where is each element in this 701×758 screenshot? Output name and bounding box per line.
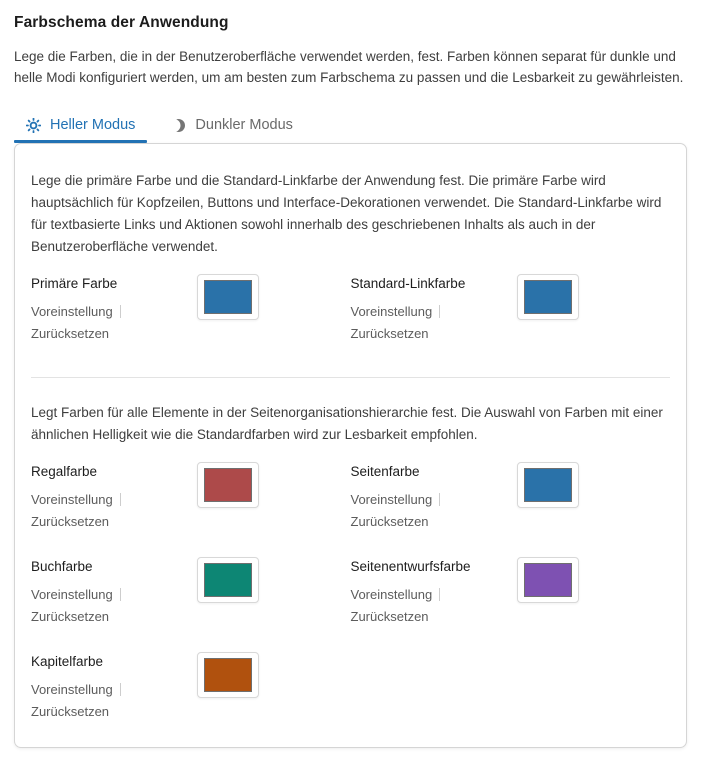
- color-field-default-link-color: [351, 274, 671, 345]
- page-description: Lege die Farben, die in der Benutzeroberfläche verwendet werden, fest. Farben können separat für dunkle und helle Modi konfiguriert werden, um am besten zum Farbschema zu passen und die Lesbarkeit zu gewährleisten.: [14, 49, 684, 85]
- reset-link[interactable]: Zurücksetzen: [350, 609, 429, 624]
- color-swatch: [524, 468, 572, 502]
- link-separator: [120, 305, 121, 318]
- preset-link[interactable]: Voreinstellung: [31, 682, 113, 697]
- color-field-label: Seitenfarbe: [350, 464, 420, 479]
- color-swatch-button-chapter-color[interactable]: [197, 652, 259, 698]
- light-mode-panel: [14, 143, 687, 748]
- link-separator: [439, 493, 440, 506]
- color-field-label: Primäre Farbe: [31, 276, 118, 291]
- tab-light-mode-label: Heller Modus: [50, 117, 136, 133]
- tab-light-mode[interactable]: [14, 112, 147, 143]
- reset-link[interactable]: Zurücksetzen: [350, 514, 429, 529]
- preset-link[interactable]: Voreinstellung: [350, 587, 433, 602]
- reset-link[interactable]: Zurücksetzen: [31, 704, 110, 719]
- hierarchy-colors-section: [31, 402, 670, 723]
- primary-color-fields: [31, 274, 670, 345]
- color-swatch-button-book-color[interactable]: [197, 557, 259, 603]
- preset-link[interactable]: Voreinstellung: [350, 304, 433, 319]
- preset-link[interactable]: Voreinstellung: [31, 304, 113, 319]
- link-separator: [120, 683, 121, 696]
- color-field-book-color: [31, 557, 351, 628]
- color-field-page-draft-color: [351, 557, 671, 628]
- link-separator: [120, 493, 121, 506]
- tab-dark-mode-label: Dunkler Modus: [195, 117, 293, 133]
- color-swatch-button-shelf-color[interactable]: [197, 462, 259, 508]
- mode-tabs: [14, 112, 687, 143]
- color-swatch-button-primary-color[interactable]: [197, 274, 259, 320]
- reset-link[interactable]: Zurücksetzen: [31, 609, 110, 624]
- hierarchy-color-fields: [31, 462, 670, 723]
- color-field-shelf-color: [31, 462, 351, 533]
- color-field-page-color: [351, 462, 671, 533]
- color-field-label: Standard-Linkfarbe: [350, 276, 466, 291]
- color-swatch: [524, 563, 572, 597]
- color-swatch: [524, 280, 572, 314]
- link-separator: [439, 588, 440, 601]
- tab-dark-mode[interactable]: [159, 112, 305, 143]
- link-separator: [439, 305, 440, 318]
- color-field-label: Kapitelfarbe: [31, 654, 104, 669]
- color-field-label: Regalfarbe: [31, 464, 98, 479]
- section-divider: [31, 377, 670, 378]
- primary-colors-description: Lege die primäre Farbe und die Standard-Linkfarbe der Anwendung fest. Die primäre Farbe wird hauptsächlich für Kopfzeilen, Buttons und Interface-Dekorationen verwendet. Die Standard-Linkfarbe wird für textbasierte Links und Aktionen sowohl innerhalb des geschriebenen Inhalts als auch in der Benutzeroberfläche verwendet.: [31, 173, 662, 254]
- color-field-chapter-color: [31, 652, 351, 723]
- color-swatch-button-page-draft-color[interactable]: [517, 557, 579, 603]
- color-swatch-button-page-color[interactable]: [517, 462, 579, 508]
- sun-icon: [26, 118, 41, 133]
- moon-icon: [171, 118, 186, 133]
- color-swatch: [204, 658, 252, 692]
- preset-link[interactable]: Voreinstellung: [350, 492, 433, 507]
- preset-link[interactable]: Voreinstellung: [31, 492, 113, 507]
- hierarchy-colors-description: Legt Farben für alle Elemente in der Seitenorganisationshierarchie fest. Die Auswahl von Farben mit einer ähnlichen Helligkeit wie die Standardfarben wird zur Lesbarkeit empfohlen.: [31, 405, 663, 442]
- link-separator: [120, 588, 121, 601]
- primary-colors-section: [31, 170, 670, 345]
- color-field-primary-color: [31, 274, 351, 345]
- color-swatch: [204, 563, 252, 597]
- color-swatch: [204, 280, 252, 314]
- page-title: Farbschema der Anwendung: [14, 14, 229, 31]
- color-swatch-button-default-link-color[interactable]: [517, 274, 579, 320]
- color-swatch: [204, 468, 252, 502]
- reset-link[interactable]: Zurücksetzen: [31, 514, 110, 529]
- preset-link[interactable]: Voreinstellung: [31, 587, 113, 602]
- color-field-label: Seitenentwurfsfarbe: [350, 559, 471, 574]
- reset-link[interactable]: Zurücksetzen: [31, 326, 110, 341]
- color-field-label: Buchfarbe: [31, 559, 93, 574]
- reset-link[interactable]: Zurücksetzen: [350, 326, 429, 341]
